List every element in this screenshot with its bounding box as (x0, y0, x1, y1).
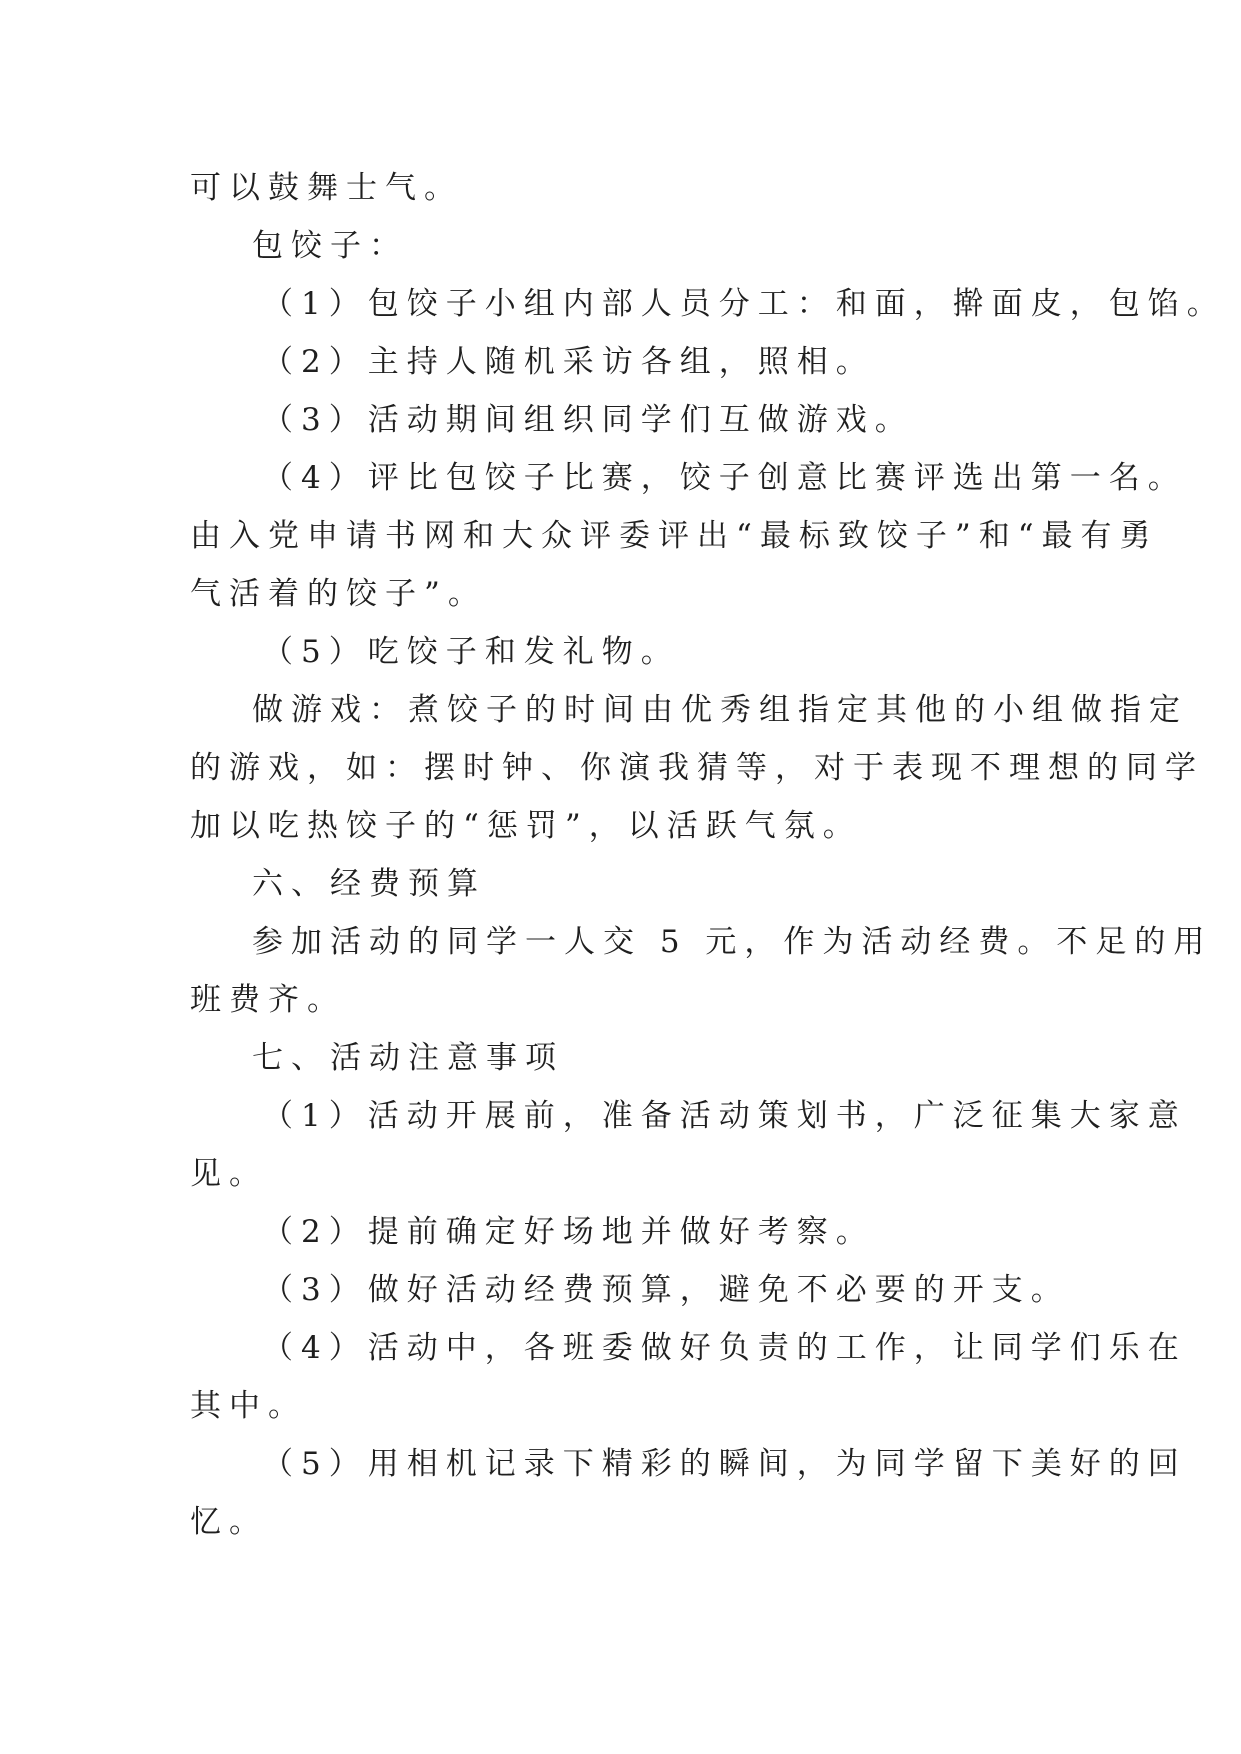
list-item: （3）活动期间组织同学们互做游戏。 (262, 402, 914, 438)
text-line: 由入党申请书网和大众评委评出“最标致饺子”和“最有勇 (190, 518, 1159, 554)
text-line: 可以鼓舞士气。 (190, 170, 463, 206)
text-line: 气活着的饺子”。 (190, 576, 487, 612)
list-item: （1）活动开展前，准备活动策划书，广泛征集大家意 (262, 1098, 1187, 1134)
text-line: 做游戏：煮饺子的时间由优秀组指定其他的小组做指定 (252, 692, 1188, 728)
list-item: （4）评比包饺子比赛，饺子创意比赛评选出第一名。 (262, 460, 1187, 496)
text-line: 参加活动的同学一人交 5 元，作为活动经费。不足的用 (252, 924, 1213, 960)
section-heading: 七、活动注意事项 (252, 1040, 564, 1076)
list-item: （5）用相机记录下精彩的瞬间，为同学留下美好的回 (262, 1446, 1187, 1482)
text-line: 包饺子： (252, 228, 408, 264)
text-line: 的游戏，如：摆时钟、你演我猜等，对于表现不理想的同学 (190, 750, 1204, 786)
list-item: （2）提前确定好场地并做好考察。 (262, 1214, 875, 1250)
list-item: （2）主持人随机采访各组，照相。 (262, 344, 875, 380)
list-item: （4）活动中，各班委做好负责的工作，让同学们乐在 (262, 1330, 1187, 1366)
list-item: （5）吃饺子和发礼物。 (262, 634, 680, 670)
section-heading: 六、经费预算 (252, 866, 486, 902)
text-line: 加以吃热饺子的“惩罚”，以活跃气氛。 (190, 808, 862, 844)
text-line: 其中。 (190, 1388, 307, 1424)
list-item: （3）做好活动经费预算，避免不必要的开支。 (262, 1272, 1070, 1308)
text-line: 班费齐。 (190, 982, 346, 1018)
list-item: （1）包饺子小组内部人员分工：和面，擀面皮，包馅。 (262, 286, 1226, 322)
text-line: 见。 (190, 1156, 268, 1192)
text-line: 忆。 (190, 1504, 268, 1540)
